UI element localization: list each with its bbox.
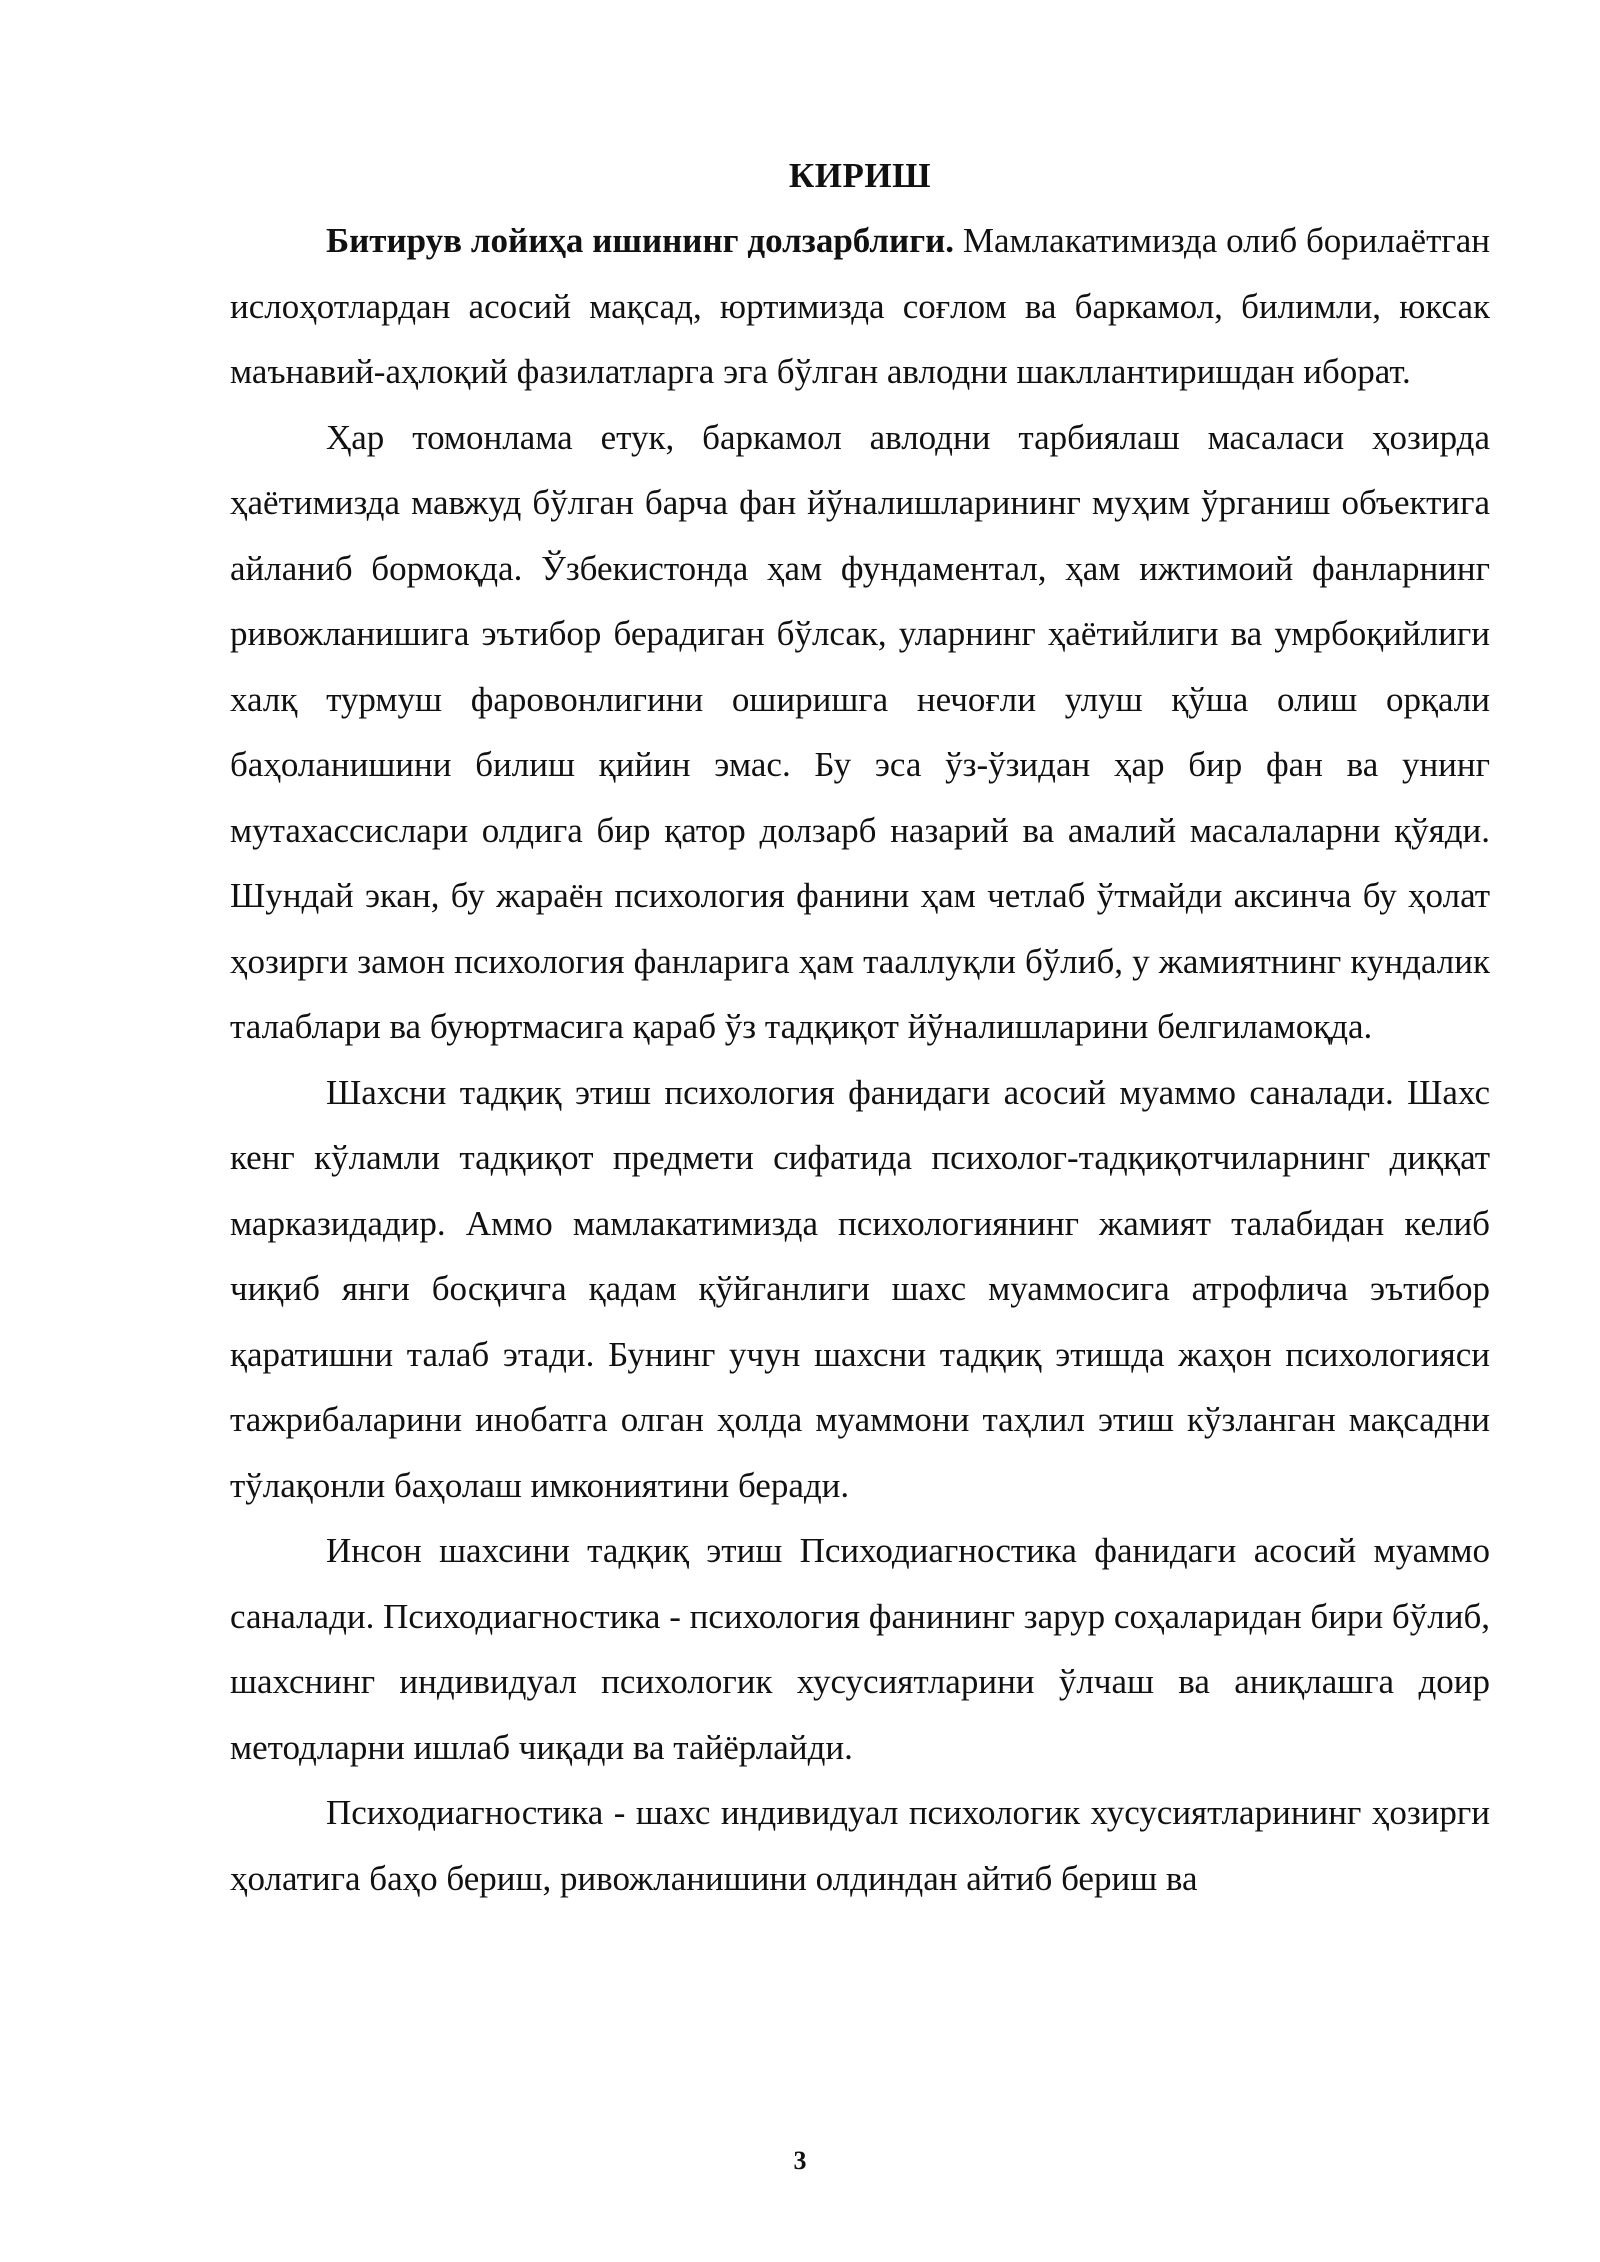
paragraph-text: Шахсни тадқиқ этиш психология фанидаги асосий муаммо саналади. Шахс кенг кўламли тадқиқот предмети сифатида психолог-тадқиқотчиларнинг диққат марказидадир. Аммо мамлакатимизда психологиянинг жамият талабидан келиб чиқиб янги босқичга қадам қўйганлиги шахс муаммосига атрофлича эътибор қаратишни талаб этади. Бунинг учун шахсни тадқиқ этишда жаҳон психологияси тажрибаларини инобатга олган ҳолда муаммони таҳлил этиш кўзланган мақсадни тўлақонли баҳолаш имкониятини беради.: [230, 1072, 1490, 1505]
paragraph-lead-heading: Битирув лойиҳа ишининг долзарблиги.: [326, 221, 955, 260]
paragraph-text: Мамлакатимизда олиб борилаётган ислоҳотлардан асосий мақсад, юртимизда соғлом ва баркамол, билимли, юксак маънавий-аҳлоқий фазилатларга эга бўлган авлодни шакллантиришдан иборат.: [230, 221, 1490, 391]
paragraph-generation-upbringing: [230, 405, 1490, 1060]
page-number: 3: [793, 2146, 807, 2175]
paragraph-text: Психодиагностика - шахс индивидуал психологик хусусиятларининг ҳозирги ҳолатига баҳо бериш, ривожланишини олдиндан айтиб бериш ва: [230, 1793, 1490, 1898]
paragraph-personality-research: [230, 1060, 1490, 1519]
body-text: [230, 208, 1490, 1911]
paragraph-psychodiagnostics-definition: [230, 1780, 1490, 1911]
paragraph-text: Ҳар томонлама етук, баркамол авлодни тарбиялаш масаласи ҳозирда ҳаётимизда мавжуд бўлган барча фан йўналишларининг муҳим ўрганиш объектига айланиб бормоқда. Ўзбекистонда ҳам фундаментал, ҳам ижтимоий фанларнинг ривожланишига эътибор берадиган бўлсак, уларнинг ҳаётийлиги ва умрбоқийлиги халқ турмуш фаровонлигини оширишга нечоғли улуш қўша олиш орқали баҳоланишини билиш қийин эмас. Бу эса ўз-ўзидан ҳар бир фан ва унинг мутахассислари олдига бир қатор долзарб назарий ва амалий масалаларни қўяди. Шундай экан, бу жараён психология фанини ҳам четлаб ўтмайди аксинча бу ҳолат ҳозирги замон психология фанларига ҳам тааллуқли бўлиб, у жамиятнинг кундалик талаблари ва буюртмасига қараб ўз тадқиқот йўналишларини белгиламоқда.: [230, 417, 1490, 1046]
paragraph-psychodiagnostics-problem: [230, 1518, 1490, 1780]
paragraph-text: Инсон шахсини тадқиқ этиш Психодиагностика фанидаги асосий муаммо саналади. Психодиагностика - психология фанининг зарур соҳаларидан бири бўлиб, шахснинг индивидуал психологик хусусиятларини ўлчаш ва аниқлашга доир методларни ишлаб чиқади ва тайёрлайди.: [230, 1531, 1490, 1767]
paragraph-relevance: [230, 208, 1490, 405]
section-title: КИРИШ: [788, 156, 932, 195]
